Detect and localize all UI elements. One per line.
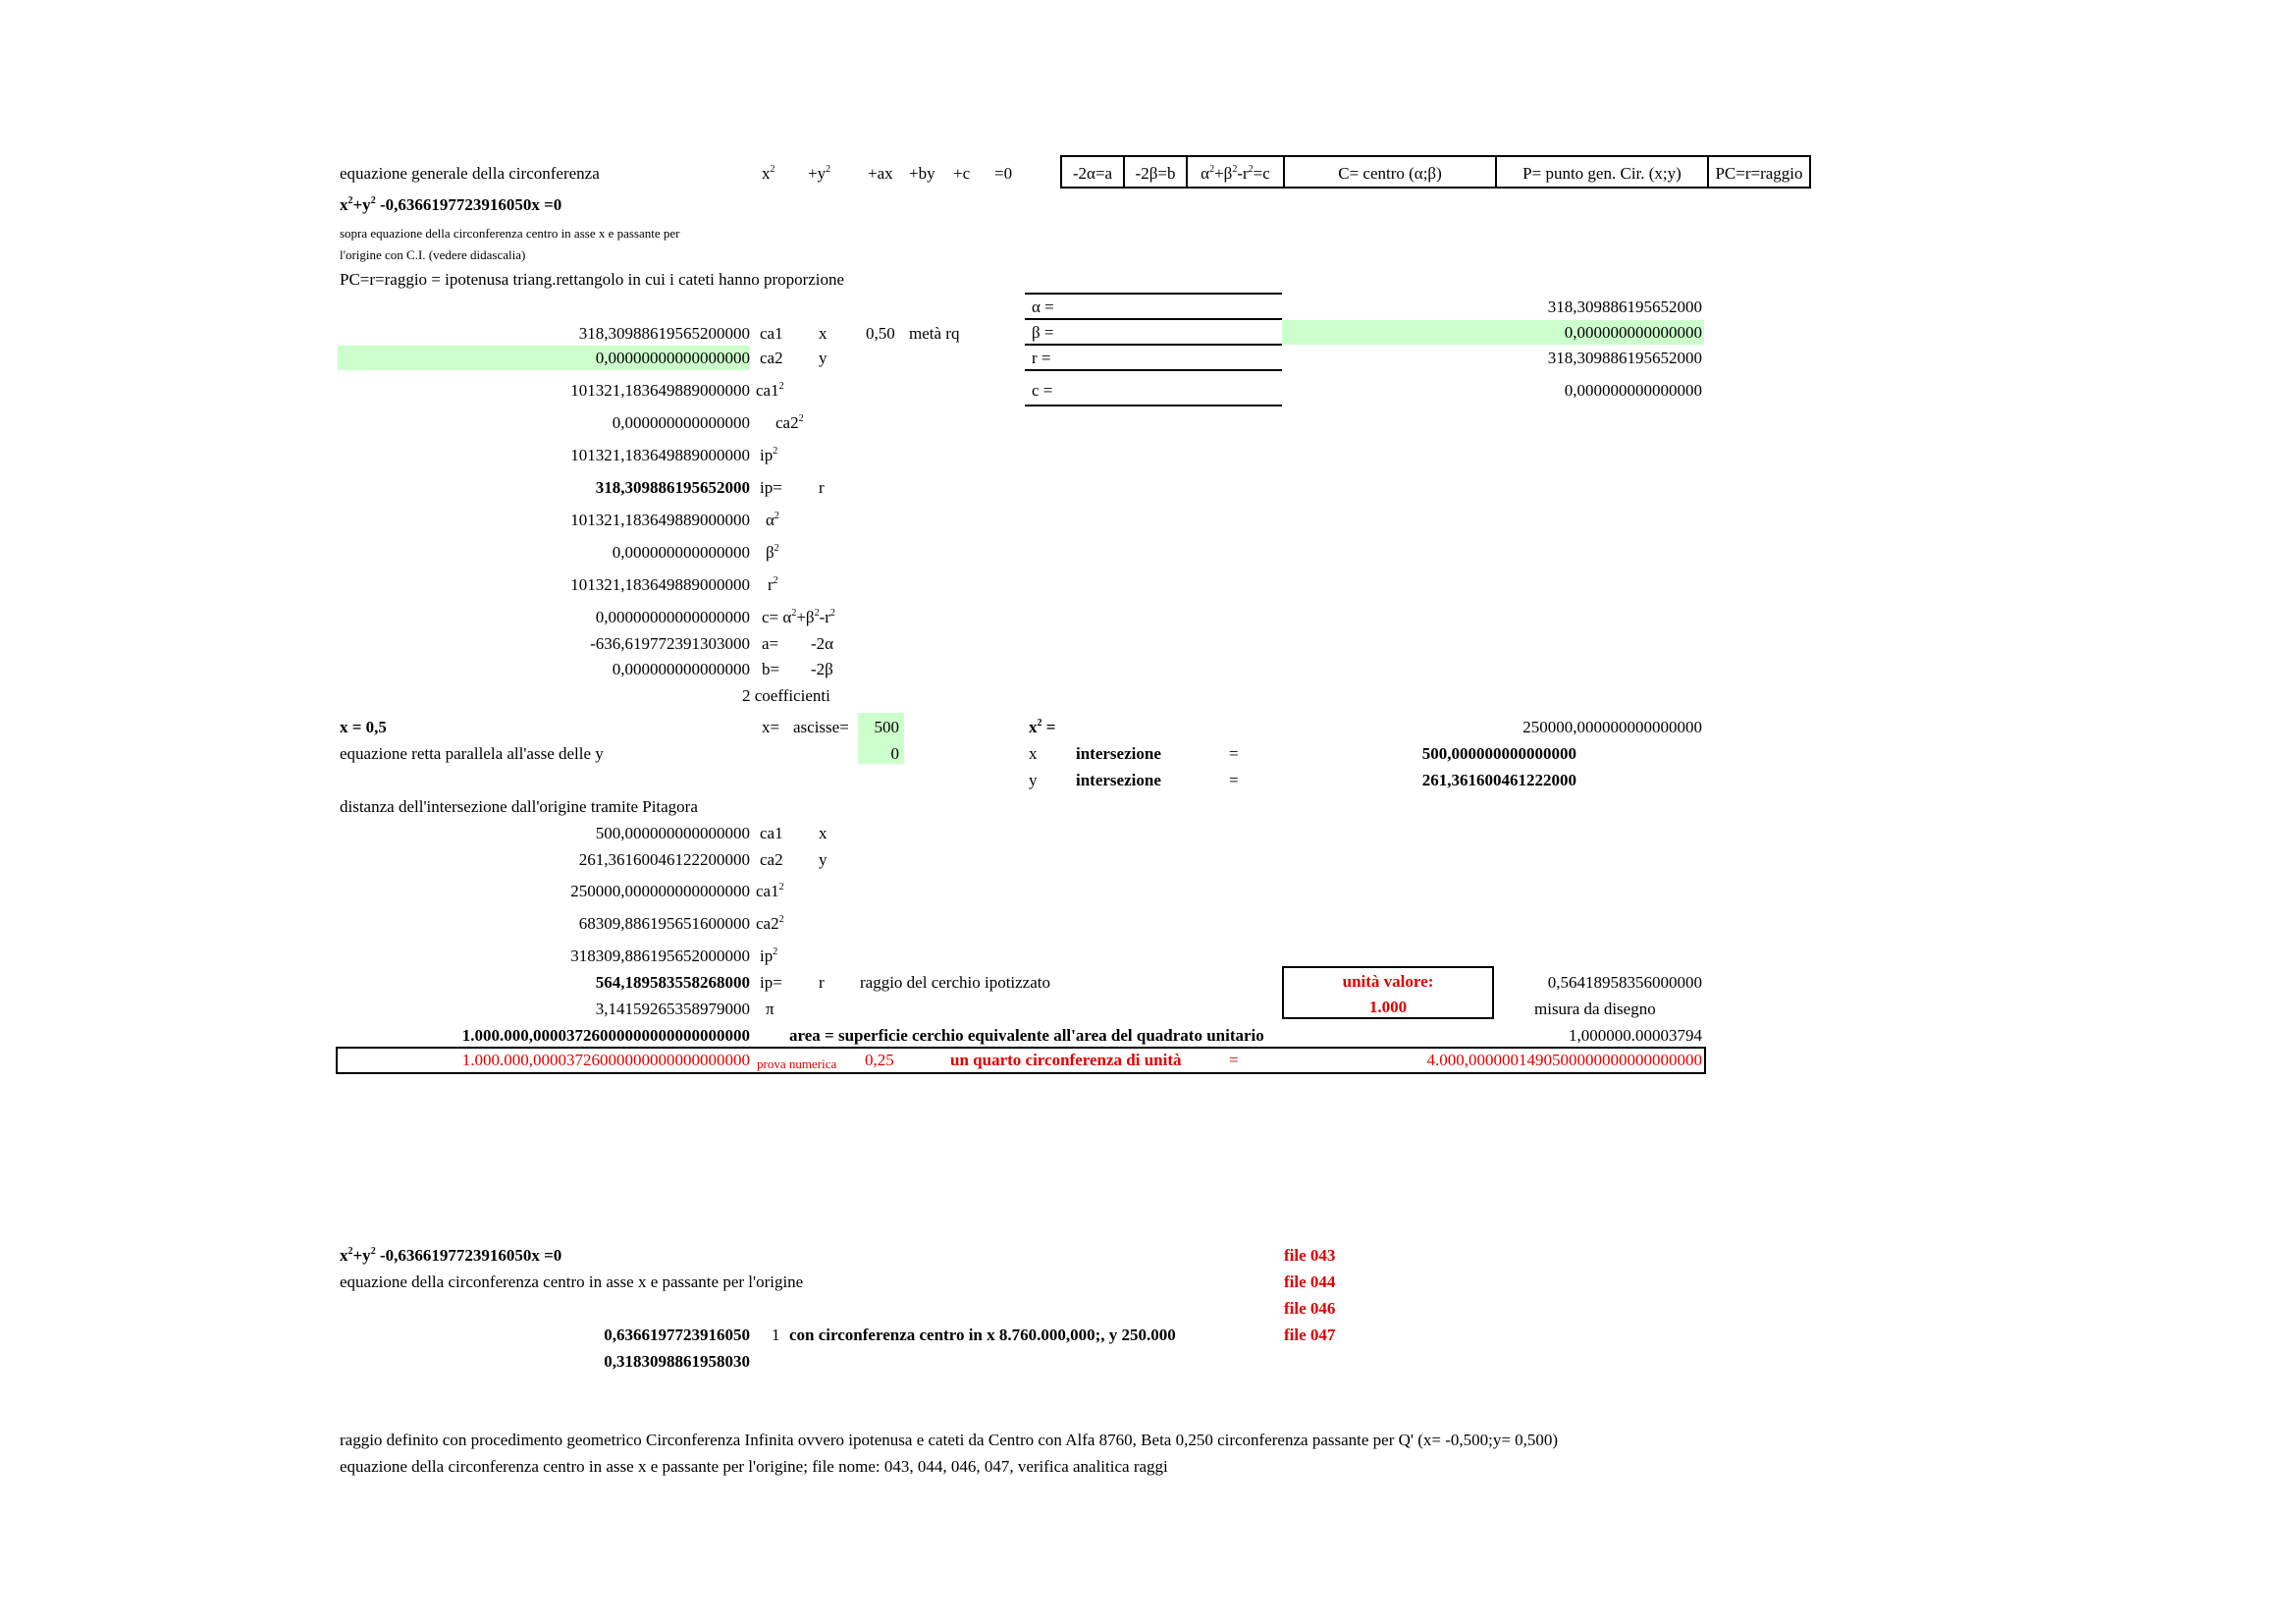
retta-label: equazione retta parallela all'asse delle y	[340, 744, 604, 763]
lbl-b: b=	[762, 660, 780, 678]
iy-label: intersezione	[1076, 771, 1161, 789]
coefficienti: 2 coefficienti	[742, 686, 830, 705]
val-050: 0,50	[866, 324, 895, 343]
alpha-label: α =	[1032, 298, 1054, 316]
prova-label: prova numerica	[757, 1056, 837, 1071]
note-line-1: sopra equazione della circonferenza centro in asse x e passante per	[340, 226, 680, 241]
pit-ca1-sq: 250000,000000000000000	[570, 882, 750, 900]
val-alpha-sq: 101321,183649889000000	[570, 511, 750, 529]
rule	[1025, 369, 1282, 371]
table-cell-raggio: PC=r=raggio	[1715, 164, 1803, 183]
lbl-ca2-sq: $ca2^2$	[775, 413, 804, 432]
right-val-3: 1,000000.00003794	[1569, 1026, 1702, 1045]
ix-label: intersezione	[1076, 744, 1161, 763]
ascisse-label: ascisse=	[793, 718, 849, 736]
lbl-r-sq: $r^2$	[768, 575, 778, 594]
lbl-ca1-sq: $ca1^2$	[756, 381, 784, 400]
bottom-one: 1	[772, 1325, 780, 1344]
val-r-sq: 101321,183649889000000	[570, 575, 750, 594]
lbl-alpha-sq: $\alpha^2$	[766, 511, 779, 529]
pit-ca2-lbl: ca2	[760, 850, 783, 869]
val-beta-sq: 0,000000000000000	[612, 543, 750, 562]
table-cell-a: -2α=a	[1072, 164, 1113, 183]
beta-value: 0,000000000000000	[1564, 323, 1702, 342]
unit-value: 1.000	[1368, 998, 1408, 1016]
pit-ca2: 261,36160046122200000	[578, 850, 750, 869]
c-label: c =	[1032, 381, 1053, 400]
lbl-ip: ip=	[760, 478, 782, 497]
r-label: r =	[1032, 349, 1051, 367]
iy-y: y	[1029, 771, 1038, 789]
prova-value: 1.000.000,00003726000000000000000000	[461, 1051, 750, 1069]
formula-b: -2β	[811, 660, 833, 678]
right-val-1: 0,56418958356000000	[1547, 973, 1702, 992]
iy-eq: =	[1229, 771, 1239, 789]
lbl-meta-rq: metà rq	[909, 324, 960, 343]
val-ca1: 318,30988619565200000	[578, 324, 750, 343]
ix-value: 500,000000000000000	[1421, 744, 1576, 763]
lbl-c: $c= \alpha^2+\beta^2-r^2$	[762, 608, 835, 626]
header-c: +c	[953, 164, 971, 183]
lbl-r: r	[819, 478, 825, 497]
prova-eq: =	[1229, 1051, 1239, 1069]
note-line-2: l'origine con C.I. (vedere didascalia)	[340, 247, 526, 262]
x-label: x=	[762, 718, 780, 736]
pit-ca1-lbl: ca1	[760, 824, 783, 842]
bottom-num1: 0,6366197723916050	[604, 1325, 750, 1344]
unit-label: unità valore:	[1342, 972, 1434, 991]
x-equation: x = 0,5	[340, 718, 387, 736]
prova-result: 4.000,0000001490500000000000000000	[1426, 1051, 1702, 1069]
beta-label: β =	[1032, 323, 1054, 342]
pit-x: x	[819, 824, 828, 842]
lbl-a: a=	[762, 634, 779, 653]
bottom-num2: 0,3183098861958030	[604, 1352, 750, 1371]
header-y2: $+y^2$	[808, 164, 831, 183]
r-value: 318,309886195652000	[1547, 349, 1702, 367]
val-a: -636,619772391303000	[590, 634, 750, 653]
table-cell-b: -2β=b	[1135, 164, 1176, 183]
lbl-ca2: ca2	[760, 349, 783, 367]
table-cell-punto: P= punto gen. Cir. (x;y)	[1522, 164, 1682, 183]
pit-ip: 564,189583558268000	[595, 973, 750, 992]
pc-line: PC=r=raggio = ipotenusa triang.rettangolo in cui i cateti hanno proporzione	[340, 270, 845, 289]
val-ca2-sq: 0,000000000000000	[612, 413, 750, 432]
header-x2: $x^2$	[762, 164, 775, 183]
lbl-x: x	[819, 324, 828, 343]
lbl-beta-sq: $\beta^2$	[766, 543, 779, 562]
table-cell-centro: C= centro (α;β)	[1338, 164, 1442, 183]
ascisse-value: 500	[874, 718, 899, 736]
area-value: 1.000.000,00003726000000000000000000	[461, 1026, 750, 1045]
right-misura: misura da disegno	[1534, 1000, 1656, 1018]
bottom-para-2: equazione della circonferenza centro in asse x e passante per l'origine; file nome: 043, 044, 046, 047, verifica analitica raggi	[340, 1457, 1168, 1476]
c-value: 0,000000000000000	[1564, 381, 1702, 400]
ix-eq: =	[1229, 744, 1239, 763]
file-044: file 044	[1284, 1272, 1336, 1291]
file-043: file 043	[1284, 1246, 1336, 1265]
pit-y: y	[819, 850, 828, 869]
prova-text: un quarto circonferenza di unità	[950, 1051, 1182, 1069]
lbl-ip-sq: $ip^2$	[760, 446, 778, 464]
val-c: 0,00000000000000000	[595, 608, 750, 626]
val-ca1-sq: 101321,183649889000000	[570, 381, 750, 400]
val-ip: 318,309886195652000	[595, 478, 750, 497]
bottom-desc: equazione della circonferenza centro in asse x e passante per l'origine	[340, 1272, 804, 1291]
ix-x: x	[1029, 744, 1038, 763]
rule	[1025, 344, 1282, 346]
pit-ip-lbl: ip=	[760, 973, 782, 992]
x2-label: $x^2$ =	[1029, 718, 1056, 736]
table-cell-c: $\alpha^2+\beta^2-r^2=c$	[1201, 164, 1270, 183]
lbl-ca1: ca1	[760, 324, 783, 343]
header-by: +by	[909, 164, 935, 183]
pit-pi: π	[766, 1000, 774, 1018]
lbl-y: y	[819, 349, 828, 367]
pit-raggio: raggio del cerchio ipotizzato	[860, 973, 1050, 992]
rule	[1025, 405, 1282, 406]
alpha-value: 318,309886195652000	[1547, 298, 1702, 316]
iy-value: 261,361600461222000	[1421, 771, 1576, 789]
pit-r: r	[819, 973, 825, 992]
file-046: file 046	[1284, 1299, 1336, 1318]
file-047: file 047	[1284, 1325, 1336, 1344]
pit-ca1: 500,000000000000000	[595, 824, 750, 842]
pit-ca2-sq: 68309,886195651600000	[578, 914, 750, 933]
header-ax: +ax	[868, 164, 893, 183]
val-ca2: 0,00000000000000000	[595, 349, 750, 367]
prova-q: 0,25	[865, 1051, 894, 1069]
bottom-equation: $x^2+y^2$ -0,6366197723916050x =0	[340, 1246, 562, 1265]
pit-ip-sq: 318309,886195652000000	[570, 947, 750, 965]
formula-a: -2α	[811, 634, 834, 653]
pitagora-title: distanza dell'intersezione dall'origine tramite Pitagora	[340, 797, 698, 816]
bottom-para-1: raggio definito con procedimento geometrico Circonferenza Infinita ovvero ipotenusa e cateti da Centro con Alfa 8760, Beta 0,250 circonferenza passante per Q' (x= -0,500;y= 0,500)	[340, 1431, 1559, 1449]
pit-pi-val: 3,14159265358979000	[595, 1000, 750, 1018]
header-title: equazione generale della circonferenza	[340, 164, 600, 183]
bottom-con: con circonferenza centro in x 8.760.000,000;, y 250.000	[789, 1325, 1176, 1344]
pit-ca1-sq-lbl: $ca1^2$	[756, 882, 784, 900]
retta-value: 0	[890, 744, 899, 763]
main-equation: $x^2+y^2$ -0,6366197723916050x =0	[340, 195, 562, 214]
pit-ip-sq-lbl: $ip^2$	[760, 947, 778, 965]
rule	[1025, 318, 1282, 320]
area-label: area = superficie cerchio equivalente all'area del quadrato unitario	[789, 1026, 1264, 1045]
val-ip-sq: 101321,183649889000000	[570, 446, 750, 464]
x2-value: 250000,000000000000000	[1522, 718, 1702, 736]
header-eq0: =0	[994, 164, 1013, 183]
pit-ca2-sq-lbl: $ca2^2$	[756, 914, 784, 933]
val-b: 0,000000000000000	[612, 660, 750, 678]
rule	[1025, 293, 1282, 295]
